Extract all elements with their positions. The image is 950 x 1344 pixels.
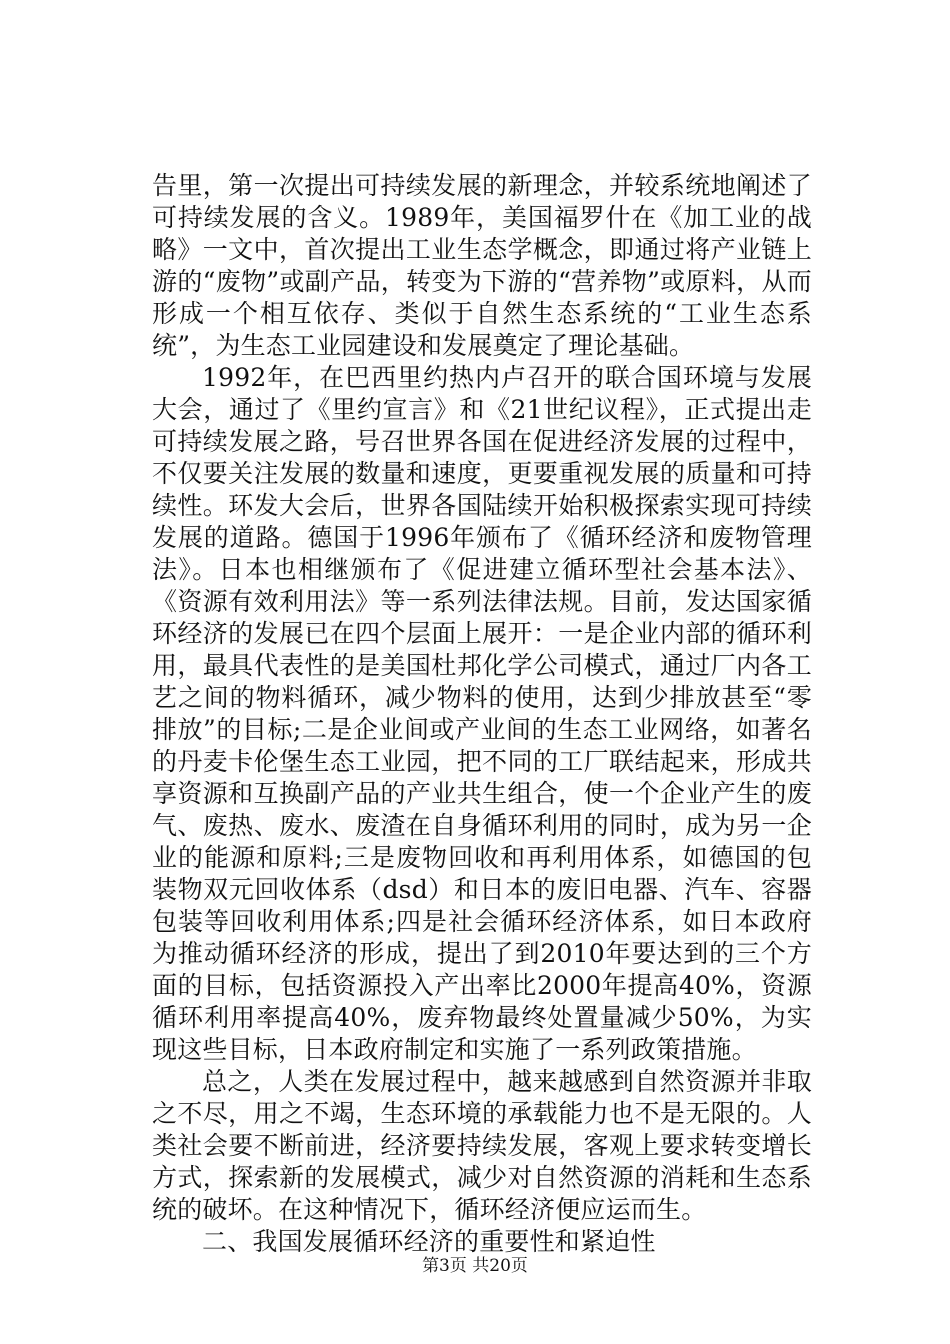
paragraph-continuation: 告里，第一次提出可持续发展的新理念，并较系统地阐述了可持续发展的含义。1989年，美国福罗什在《加工业的战略》一文中，首次提出工业生态学概念，即通过将产业链上游的“废物”或副产品，转变为下游的“营养物”或原料，从而形成一个相互依存、类似于自然生态系统的“工业生态系统”，为生态工业园建设和发展奠定了理论基础。 (152, 171, 812, 360)
document-body (152, 170, 812, 1258)
paragraph-1992-summit: 1992年，在巴西里约热内卢召开的联合国环境与发展大会，通过了《里约宣言》和《21世纪议程》，正式提出走可持续发展之路，号召世界各国在促进经济发展的过程中，不仅要关注发展的数量和速度，更要重视发展的质量和可持续性。环发大会后，世界各国陆续开始积极探索实现可持续发展的道路。德国于1996年颁布了《循环经济和废物管理法》。日本也相继颁布了《促进建立循环型社会基本法》、《资源有效利用法》等一系列法律法规。目前，发达国家循环经济的发展已在四个层面上展开：一是企业内部的循环利用，最具代表性的是美国杜邦化学公司模式，通过厂内各工艺之间的物料循环，减少物料的使用，达到少排放甚至“零排放”的目标;二是企业间或产业间的生态工业网络，如著名的丹麦卡伦堡生态工业园，把不同的工厂联结起来，形成共享资源和互换副产品的产业共生组合，使一个企业产生的废气、废热、废水、废渣在自身循环利用的同时，成为另一企业的能源和原料;三是废物回收和再利用体系，如德国的包装物双元回收体系（dsd）和日本的废旧电器、汽车、容器包装等回收利用体系;四是社会循环经济体系，如日本政府为推动循环经济的形成，提出了到2010年要达到的三个方面的目标，包括资源投入产出率比2000年提高40%，资源循环利用率提高40%，废弃物最终处置量减少50%，为实现这些目标，日本政府制定和实施了一系列政策措施。 (152, 363, 812, 1064)
paragraph-conclusion: 总之，人类在发展过程中，越来越感到自然资源并非取之不尽，用之不竭，生态环境的承载能力也不是无限的。人类社会要不断前进，经济要持续发展，客观上要求转变增长方式，探索新的发展模式，减少对自然资源的消耗和生态系统的破坏。在这种情况下，循环经济便应运而生。 (152, 1067, 812, 1224)
section-heading: 二、我国发展循环经济的重要性和紧迫性 (202, 1227, 656, 1256)
page-footer: 第3页 共20页 (422, 1256, 528, 1276)
